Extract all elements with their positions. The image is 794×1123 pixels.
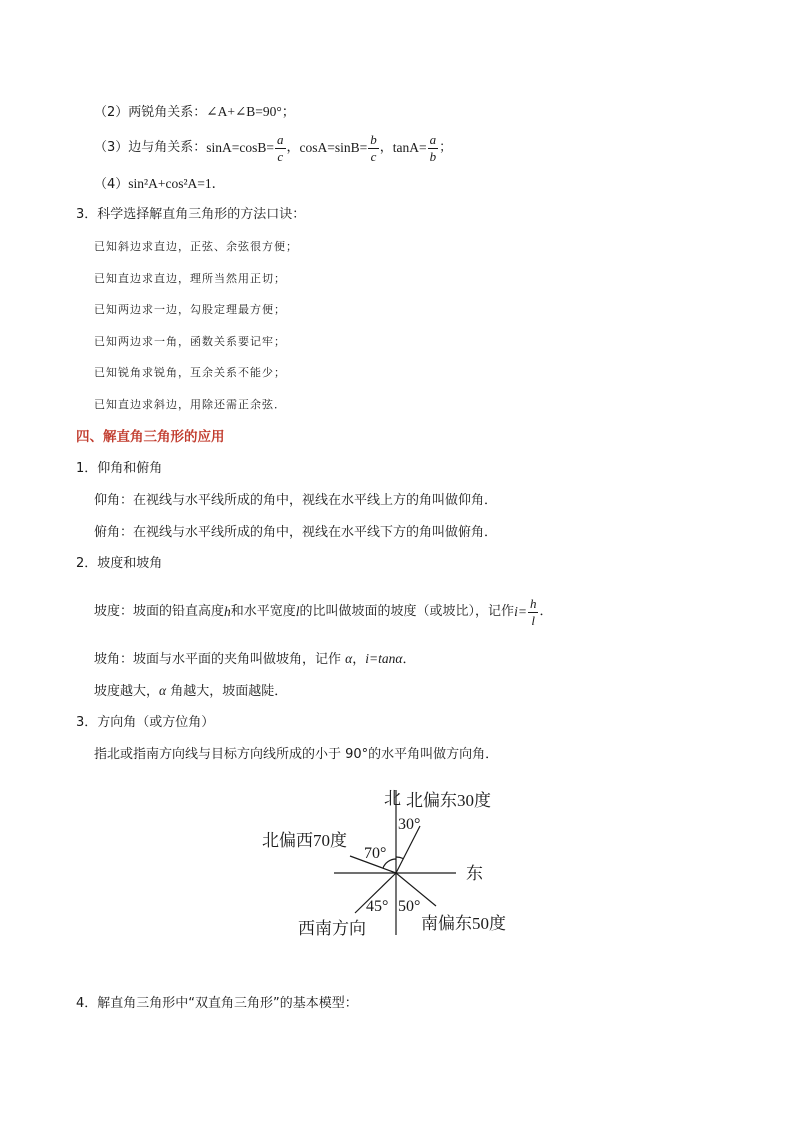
- fraction-h-over-l: $\frac{h}{l}$: [529, 595, 537, 628]
- nw-direction-label: 北偏西70度: [262, 831, 347, 850]
- mnemonic-line: 已知斜边求直边，正弦、余弦很方便；: [94, 240, 298, 253]
- east-label: 东: [466, 864, 483, 883]
- item4-label: （4）: [94, 177, 129, 192]
- angle-label-50: 50°: [398, 898, 421, 915]
- mnemonic-line: 已知直边求直边，理所当然用正切；: [94, 272, 286, 285]
- se-direction-label: 南偏东50度: [421, 914, 506, 933]
- slope-definition: 坡度：坡面的铅直高度 h 和水平宽度 l 的比叫做坡面的坡度（或坡比），记作 i= $\frac{h}{l}$ ．: [94, 595, 553, 628]
- cosA-formula: cosA=sinB=: [299, 140, 368, 155]
- north-label: 北: [384, 789, 401, 808]
- steepness-note: 坡度越大，α 角越大，坡面越陡．: [94, 683, 288, 699]
- elevation-angle-definition: 仰角：在视线与水平线所成的角中，视线在水平线上方的角叫做仰角．: [94, 493, 498, 508]
- fraction-b-over-c: $\frac{b}{c}$: [370, 131, 377, 164]
- subsection-title-2: 2．坡度和坡角: [76, 556, 163, 571]
- item2-formula: ∠A+∠B=90°；: [206, 104, 296, 119]
- angle-label-70: 70°: [364, 845, 387, 862]
- northeast-ray: [396, 826, 420, 873]
- sw-direction-label: 西南方向: [298, 919, 366, 938]
- subsection-title-4: 4．解直角三角形中“双直角三角形”的基本模型：: [76, 996, 358, 1011]
- item2-label: （2）两锐角关系：: [94, 105, 207, 120]
- sinA-formula: sinA=cosB=: [206, 140, 275, 155]
- mnemonic-title: 3．科学选择解直角三角形的方法口诀：: [76, 207, 306, 222]
- mnemonic-line: 已知直边求斜边，用除还需正余弦．: [94, 398, 286, 411]
- section-heading: 四、解直角三角形的应用: [76, 429, 225, 445]
- slope-angle-definition: 坡角：坡面与水平面的夹角叫做坡角，记作 α，i=tanα．: [94, 651, 416, 667]
- mnemonic-line: 已知锐角求锐角，互余关系不能少；: [94, 366, 286, 379]
- tanA-formula: tanA=: [392, 140, 427, 155]
- depression-angle-definition: 俯角：在视线与水平线所成的角中，视线在水平线下方的角叫做俯角．: [94, 525, 498, 540]
- subsection-title-1: 1．仰角和俯角: [76, 461, 163, 476]
- relation-item-3: （3）边与角关系： sinA=cosB= $\frac{a}{c}$ ， cosA=sinB= $\frac{b}{c}$ ， tanA= $\frac{a}{b}$ ；: [94, 131, 453, 164]
- angle-label-30: 30°: [398, 816, 421, 833]
- item3-label: （3）边与角关系：: [94, 140, 207, 155]
- fraction-a-over-b: $\frac{a}{b}$: [429, 131, 437, 164]
- subsection-title-3: 3．方向角（或方位角）: [76, 715, 215, 730]
- direction-angle-definition: 指北或指南方向线与目标方向线所成的小于 90°的水平角叫做方向角．: [94, 747, 499, 762]
- item4-formula: sin²A+cos²A=1．: [128, 176, 226, 191]
- mnemonic-line: 已知两边求一角，函数关系要记牢；: [94, 335, 286, 348]
- fraction-a-over-c: $\frac{a}{c}$: [277, 131, 284, 164]
- angle-label-45: 45°: [366, 898, 389, 915]
- angle-arc-30: [396, 857, 403, 859]
- mnemonic-line: 已知两边求一边，勾股定理最方便；: [94, 303, 286, 316]
- ne-direction-label: 北偏东30度: [406, 791, 491, 810]
